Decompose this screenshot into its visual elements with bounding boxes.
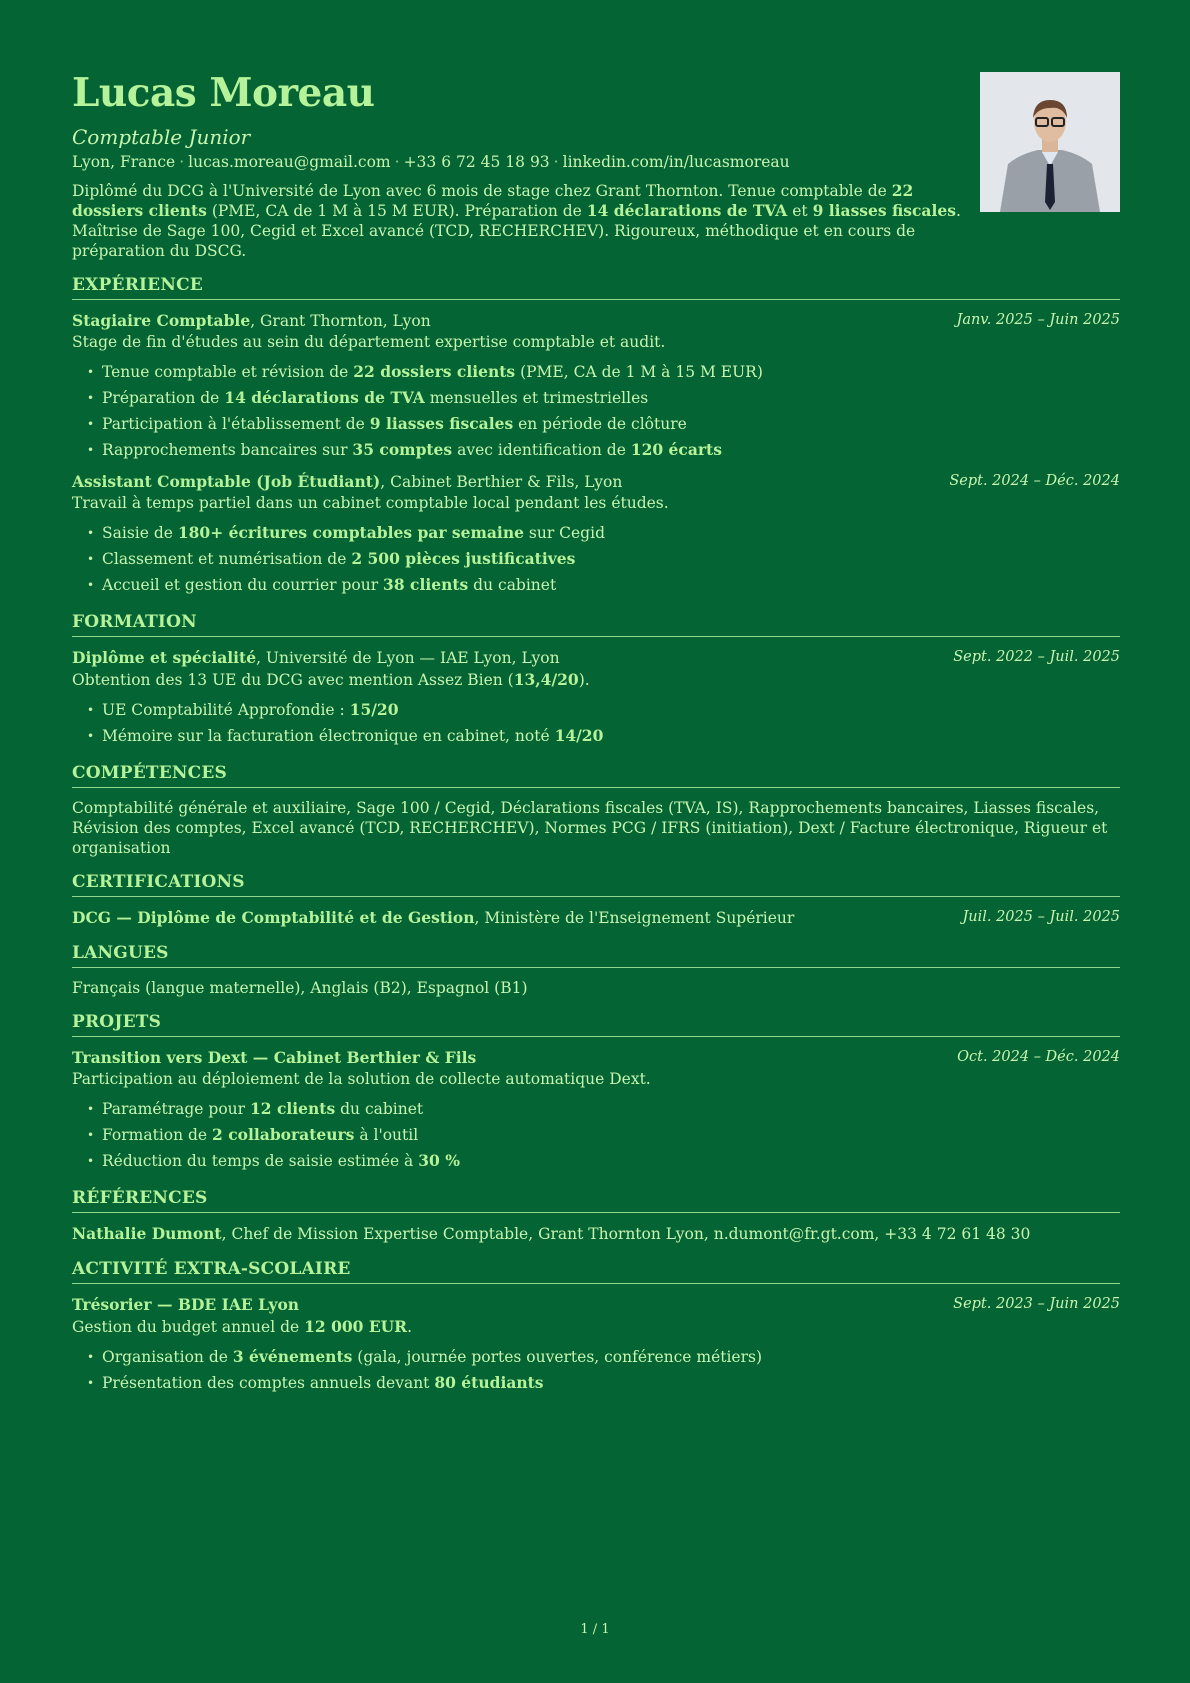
bullet-list: [72, 1096, 1120, 1174]
text: Obtention des 13 UE du DCG avec mention Assez Bien (: [72, 671, 514, 689]
text: Préparation de: [102, 389, 225, 407]
highlight-text: 30 %: [418, 1151, 460, 1170]
section-langues: [72, 943, 1120, 998]
entry: [72, 471, 1120, 598]
entry-date: Janv. 2025 – Juin 2025: [956, 312, 1120, 328]
highlight-text: 22 dossiers clients: [72, 181, 914, 220]
entry-date: Juil. 2025 – Juil. 2025: [962, 909, 1120, 925]
entry: [72, 1294, 1120, 1396]
list-item: [102, 1148, 1120, 1174]
entry-description: [72, 669, 1120, 691]
list-item: [102, 723, 1120, 749]
highlight-text: 13,4/20: [513, 670, 579, 689]
entry-description: [72, 493, 1120, 514]
page-number: 1 / 1: [580, 1622, 610, 1637]
text: Classement et numérisation de: [102, 550, 352, 568]
text: Participation à l'établissement de: [102, 415, 370, 433]
text: Tenue comptable et révision de: [102, 363, 354, 381]
entry-organization: , Ministère de l'Enseignement Supérieur: [474, 909, 795, 927]
entry-role: Assistant Comptable (Job Étudiant): [72, 472, 381, 491]
entry-header: [72, 310, 1120, 332]
entry-role: Transition vers Dext — Cabinet Berthier & Fils: [72, 1048, 477, 1067]
entry: [72, 647, 1120, 749]
contact-line: Lyon, France · lucas.moreau@gmail.com · +33 6 72 45 18 93 · linkedin.com/in/lucasmoreau: [72, 153, 790, 171]
text: ).: [578, 671, 590, 689]
entry-header: [72, 471, 1120, 493]
list-item: [102, 1370, 1120, 1396]
section-certifications: [72, 872, 1120, 929]
list-item: [102, 572, 1120, 598]
entry-date: Sept. 2022 – Juil. 2025: [953, 649, 1120, 665]
highlight-text: 120 écarts: [630, 440, 722, 459]
section-title: ACTIVITÉ EXTRA-SCOLAIRE: [72, 1259, 1120, 1284]
entry-role: Diplôme et spécialité: [72, 648, 257, 667]
section-title: EXPÉRIENCE: [72, 275, 1120, 300]
entry-header: [72, 1047, 1120, 1069]
entry: [72, 907, 1120, 929]
entry-date: Oct. 2024 – Déc. 2024: [957, 1049, 1120, 1065]
entry-date: Sept. 2024 – Déc. 2024: [949, 473, 1120, 489]
text: Mémoire sur la facturation électronique en cabinet, noté: [102, 727, 555, 745]
highlight-text: 35 comptes: [352, 440, 453, 459]
text: Réduction du temps de saisie estimée à: [102, 1152, 419, 1170]
email-link[interactable]: lucas.moreau@gmail.com: [188, 153, 391, 171]
text: Formation de: [102, 1126, 213, 1144]
text: sur Cegid: [523, 524, 605, 542]
text: (PME, CA de 1 M à 15 M EUR). Préparation de: [206, 202, 587, 220]
section-références: [72, 1188, 1120, 1245]
section-text: Français (langue maternelle), Anglais (B2), Espagnol (B1): [72, 979, 528, 997]
section-formation: [72, 612, 1120, 749]
text: Accueil et gestion du courrier pour: [102, 576, 384, 594]
entry-header: [72, 647, 1120, 669]
highlight-text: 80 étudiants: [434, 1373, 544, 1392]
entry-role: Stagiaire Comptable: [72, 311, 251, 330]
profile-photo: [980, 72, 1120, 212]
entry-role: DCG — Diplôme de Comptabilité et de Gestion: [72, 908, 475, 927]
highlight-text: 9 liasses fiscales: [812, 201, 956, 220]
text: Travail à temps partiel dans un cabinet comptable local pendant les études.: [72, 494, 669, 512]
sections: [72, 275, 1120, 1396]
highlight-text: 9 liasses fiscales: [369, 414, 514, 433]
phone[interactable]: +33 6 72 45 18 93: [403, 153, 550, 171]
highlight-text: 14 déclarations de TVA: [586, 201, 788, 220]
list-item: [102, 1122, 1120, 1148]
entry-description: [72, 1316, 1120, 1338]
entry-date: Sept. 2023 – Juin 2025: [953, 1296, 1120, 1312]
highlight-text: 2 500 pièces justificatives: [351, 549, 576, 568]
list-item: [102, 520, 1120, 546]
text: Stage de fin d'études au sein du département expertise comptable et audit.: [72, 333, 666, 351]
text: Présentation des comptes annuels devant: [102, 1374, 435, 1392]
text: à l'outil: [354, 1126, 419, 1144]
highlight-text: 14 déclarations de TVA: [224, 388, 425, 407]
entry: [72, 1223, 1120, 1245]
entry-header: [72, 907, 1120, 929]
section-compétences: [72, 763, 1120, 858]
candidate-name: Lucas Moreau: [72, 70, 375, 116]
entry-description: [72, 332, 1120, 353]
entry: [72, 310, 1120, 463]
bullet-list: [72, 1344, 1120, 1396]
resume-page: [72, 66, 1120, 1404]
highlight-text: 22 dossiers clients: [353, 362, 516, 381]
section-title: RÉFÉRENCES: [72, 1188, 1120, 1213]
section-expérience: [72, 275, 1120, 598]
highlight-text: 3 événements: [232, 1347, 353, 1366]
text: Gestion du budget annuel de: [72, 1318, 305, 1336]
text: .: [407, 1318, 412, 1336]
section-title: COMPÉTENCES: [72, 763, 1120, 788]
list-item: [102, 411, 1120, 437]
text: du cabinet: [335, 1100, 424, 1118]
list-item: [102, 437, 1120, 463]
text: avec identification de: [452, 441, 631, 459]
text: Organisation de: [102, 1348, 233, 1366]
linkedin-link[interactable]: linkedin.com/in/lucasmoreau: [562, 153, 790, 171]
highlight-text: 14/20: [554, 726, 604, 745]
bullet-list: [72, 697, 1120, 749]
text: Saisie de: [102, 524, 178, 542]
highlight-text: 15/20: [349, 700, 399, 719]
text: (PME, CA de 1 M à 15 M EUR): [515, 363, 763, 381]
highlight-text: 2 collaborateurs: [212, 1125, 355, 1144]
bullet-list: [72, 520, 1120, 598]
text: mensuelles et trimestrielles: [424, 389, 649, 407]
highlight-text: 12 000 EUR: [304, 1317, 408, 1336]
entry-role: Nathalie Dumont: [72, 1224, 222, 1243]
list-item: [102, 1096, 1120, 1122]
list-item: [102, 385, 1120, 411]
list-item: [102, 546, 1120, 572]
entry-header: [72, 1223, 1120, 1245]
job-title: Comptable Junior: [72, 125, 251, 149]
highlight-text: 38 clients: [383, 575, 469, 594]
text: . Maîtrise de Sage 100, Cegid et Excel avancé (TCD, RECHERCHEV). Rigoureux, méthodique et en cours de préparation du DSCG.: [72, 202, 961, 260]
text: Diplômé du DCG à l'Université de Lyon avec 6 mois de stage chez Grant Thornton. Tenue comptable de: [72, 182, 892, 200]
entry: [72, 1047, 1120, 1174]
highlight-text: 12 clients: [249, 1099, 336, 1118]
text: et: [787, 202, 813, 220]
text: Participation au déploiement de la solution de collecte automatique Dext.: [72, 1070, 651, 1088]
entry-role: Trésorier — BDE IAE Lyon: [72, 1295, 300, 1314]
text: UE Comptabilité Approfondie :: [102, 701, 350, 719]
entry-organization: , Grant Thornton, Lyon: [250, 312, 431, 330]
text: en période de clôture: [513, 415, 687, 433]
text: (gala, journée portes ouvertes, conférence métiers): [352, 1348, 763, 1366]
section-title: CERTIFICATIONS: [72, 872, 1120, 897]
entry-organization: , Cabinet Berthier & Fils, Lyon: [380, 473, 623, 491]
text: Paramétrage pour: [102, 1100, 250, 1118]
section-title: FORMATION: [72, 612, 1120, 637]
list-item: [102, 697, 1120, 723]
entry-header: [72, 1294, 1120, 1316]
section-activité-extra-scolaire: [72, 1259, 1120, 1396]
section-title: LANGUES: [72, 943, 1120, 968]
highlight-text: 180+ écritures comptables par semaine: [177, 523, 524, 542]
text: du cabinet: [468, 576, 557, 594]
text: Rapprochements bancaires sur: [102, 441, 353, 459]
section-projets: [72, 1012, 1120, 1174]
list-item: [102, 1344, 1120, 1370]
summary: [72, 181, 972, 261]
bullet-list: [72, 359, 1120, 463]
section-title: PROJETS: [72, 1012, 1120, 1037]
entry-description: [72, 1069, 1120, 1090]
person-portrait-icon: [980, 72, 1120, 212]
location: Lyon, France: [72, 153, 176, 171]
section-text: Comptabilité générale et auxiliaire, Sage 100 / Cegid, Déclarations fiscales (TVA, IS), Rapprochements bancaires, Liasses fiscales, Révision des comptes, Excel avancé (TCD, RECHERCHEV), Normes PCG / IFRS (initiation), Dext / Facture électronique, Rigueur et organisation: [72, 799, 1108, 857]
list-item: [102, 359, 1120, 385]
entry-organization: , Université de Lyon — IAE Lyon, Lyon: [256, 649, 560, 667]
entry-organization: , Chef de Mission Expertise Comptable, Grant Thornton Lyon, n.dumont@fr.gt.com, +33 4 72 61 48 30: [221, 1225, 1031, 1243]
